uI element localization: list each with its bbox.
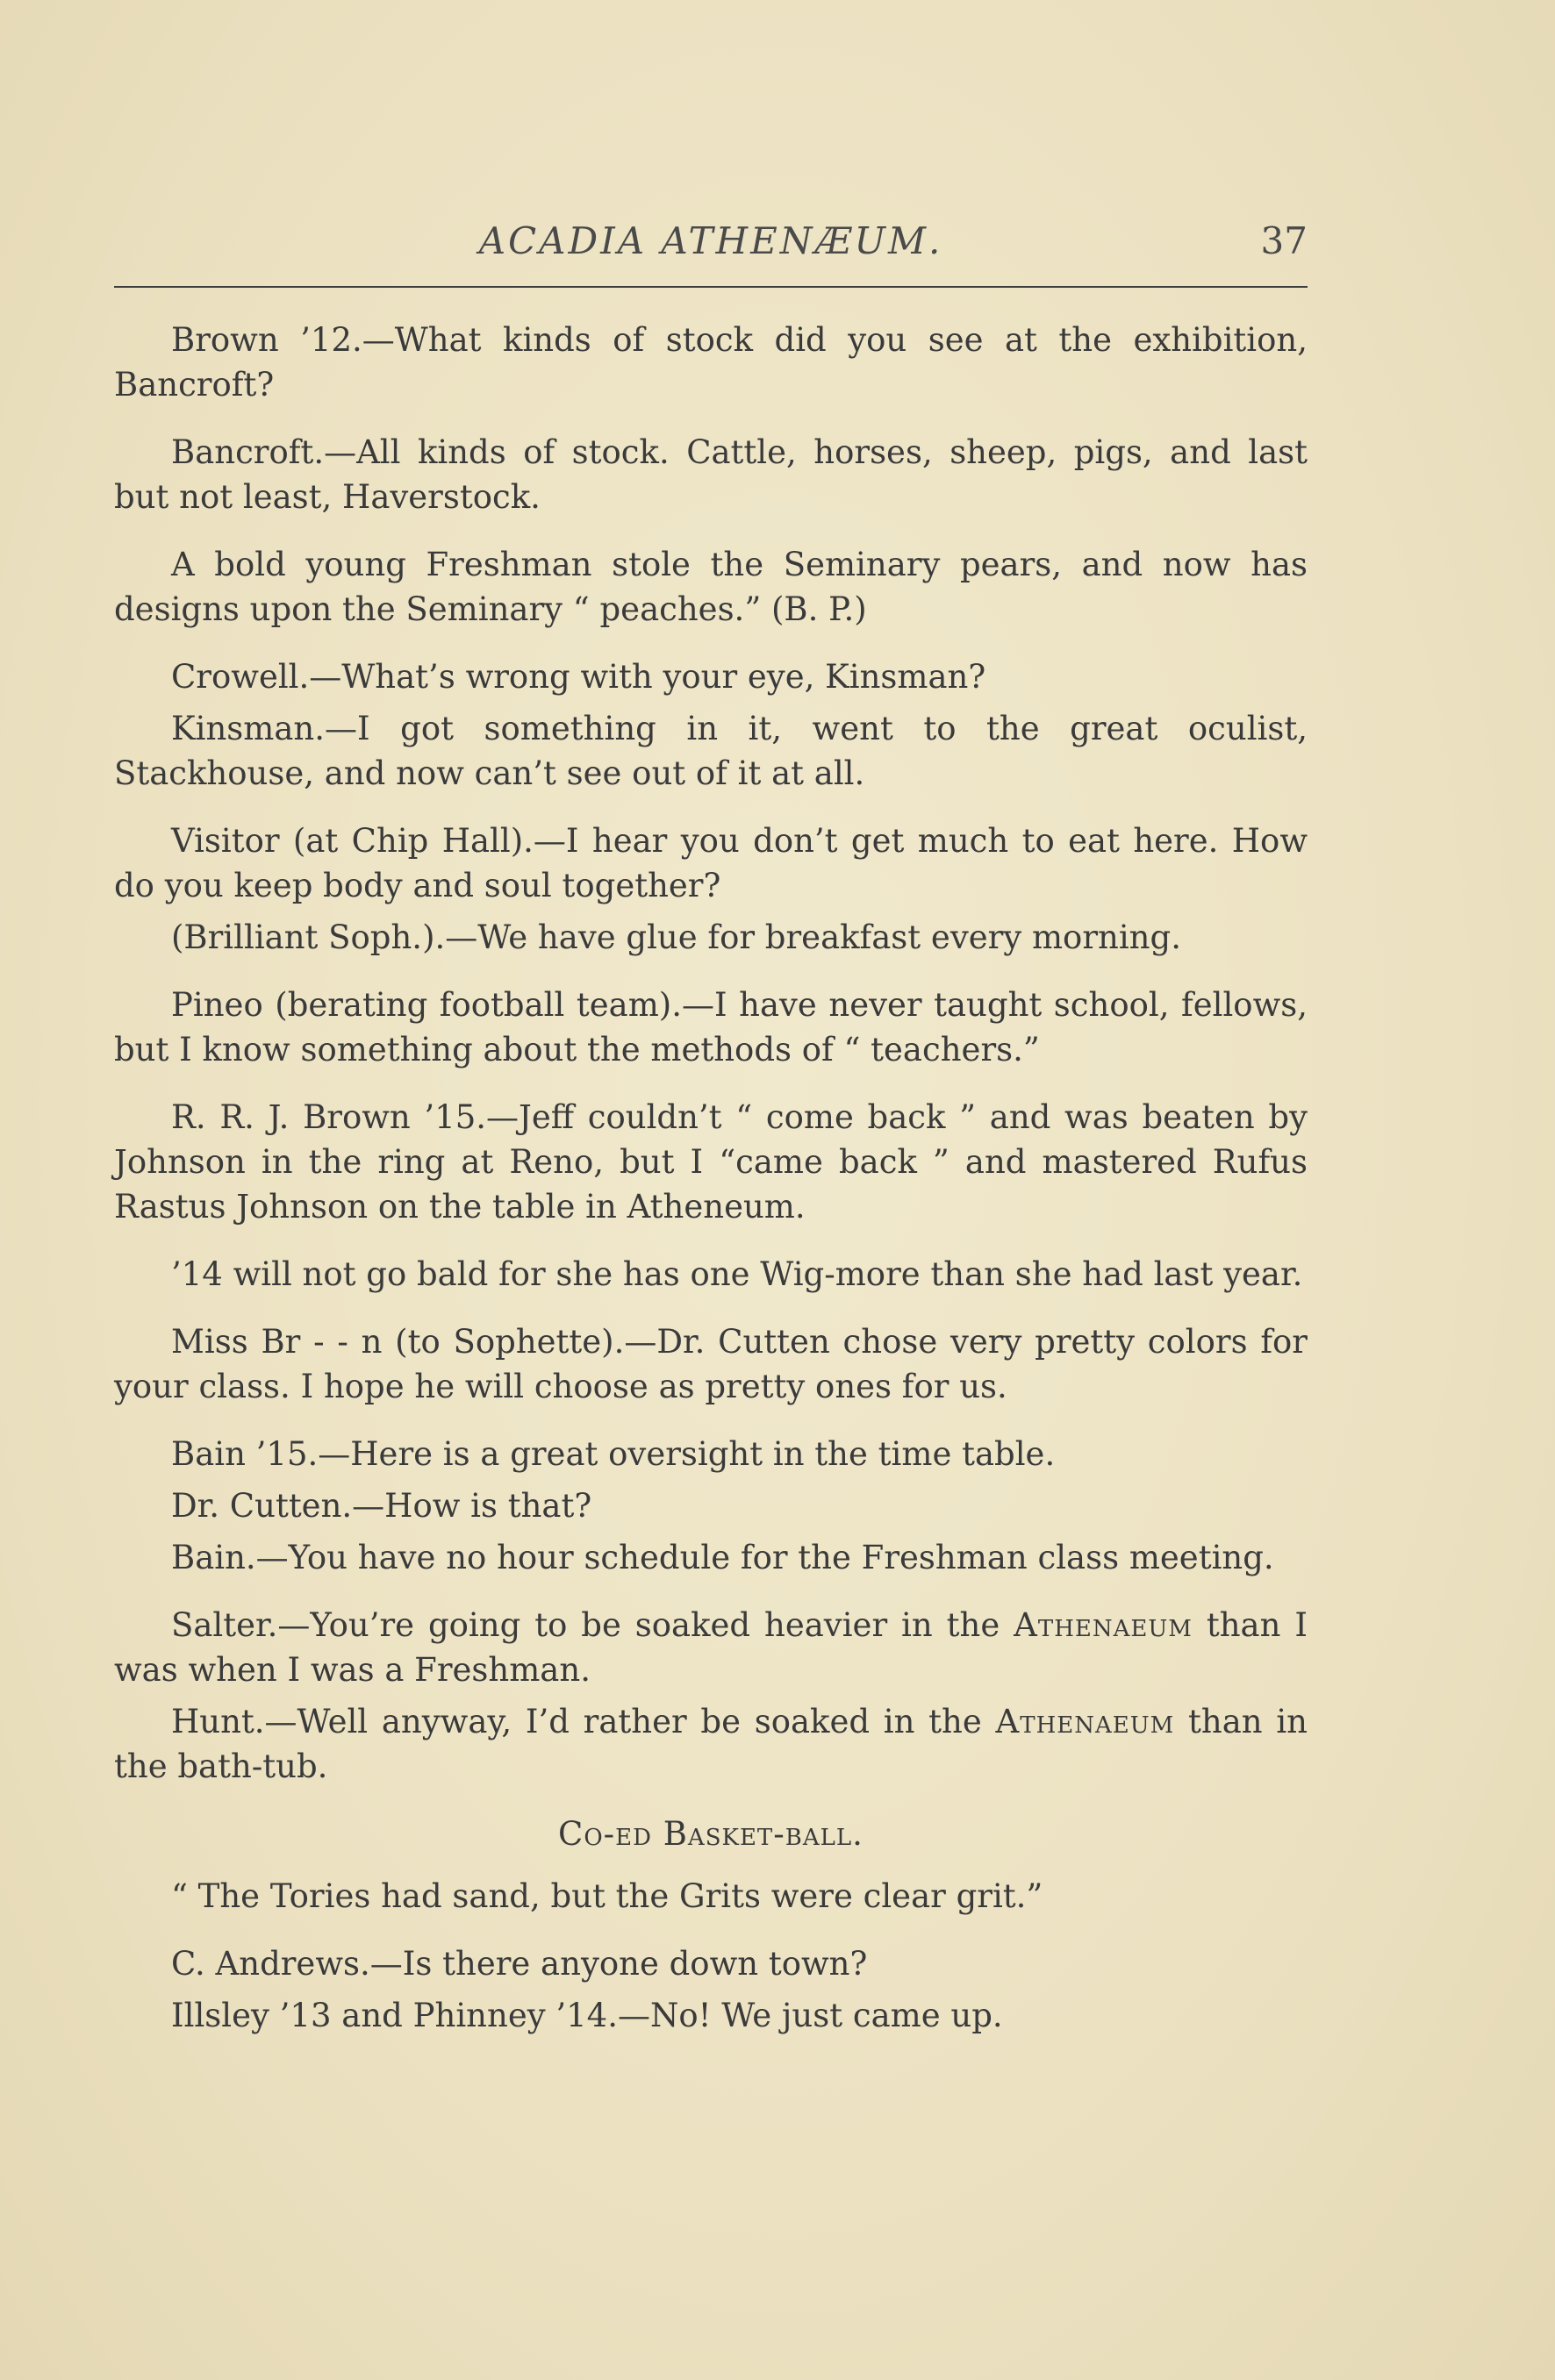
paragraph: Kinsman.—I got something in it, went to the great oculist, Stackhouse, and now can’t see out of it at all.	[114, 710, 1308, 792]
header-rule	[114, 286, 1308, 288]
paragraph: (Brilliant Soph.).—We have glue for breakfast every morning.	[171, 918, 1181, 956]
paragraph: Illsley ’13 and Phinney ’14.—No! We just came up.	[171, 1997, 1003, 2034]
running-header	[114, 219, 1308, 272]
text-run: Hunt.—Well anyway, I’d rather be soaked in the	[171, 1703, 996, 1740]
paragraph: C. Andrews.—Is there anyone down town?	[171, 1945, 868, 1983]
paragraph: Visitor (at Chip Hall).—I hear you don’t get much to eat here. How do you keep body and soul together?	[114, 822, 1308, 904]
paragraph: R. R. J. Brown ’15.—Jeff couldn’t “ come back ” and was beaten by Johnson in the ring at Reno, but I “came back ” and mastered Rufus Rastus Johnson on the table in Atheneum.	[114, 1098, 1308, 1226]
paragraph: Brown ’12.—What kinds of stock did you see at the exhibition, Bancroft?	[114, 321, 1308, 404]
paragraph: Bain.—You have no hour schedule for the Freshman class meeting.	[171, 1539, 1274, 1576]
paragraph: “ The Tories had sand, but the Grits were clear grit.”	[171, 1877, 1043, 1915]
paragraph: A bold young Freshman stole the Seminary pears, and now has designs upon the Seminary “ peaches.” (B. P.)	[114, 546, 1308, 628]
paragraph: Bain ’15.—Here is a great oversight in the time table.	[171, 1435, 1056, 1473]
paragraph: Crowell.—What’s wrong with your eye, Kinsman?	[171, 658, 986, 696]
section-heading: Co-ed Basket-ball.	[558, 1815, 863, 1853]
paragraph: Bancroft.—All kinds of stock. Cattle, horses, sheep, pigs, and last but not least, Haverstock.	[114, 433, 1308, 516]
paragraph-salter	[114, 1603, 1308, 1692]
paragraph: Pineo (berating football team).—I have never taught school, fellows, but I know something about the methods of “ teachers.”	[114, 986, 1308, 1068]
paragraph: Miss Br - - n (to Sophette).—Dr. Cutten chose very pretty colors for your class. I hope he will choose as pretty ones for us.	[114, 1323, 1308, 1405]
journal-name-caps: Athenaeum	[1014, 1606, 1193, 1644]
paragraph: Dr. Cutten.—How is that?	[171, 1487, 592, 1525]
text-run: than in the bath-tub.	[114, 1703, 1308, 1785]
journal-name-caps: Athenaeum	[995, 1703, 1175, 1740]
paragraph-hunt	[114, 1699, 1308, 1789]
journal-title: ACADIA ATHENÆUM.	[478, 219, 943, 262]
text-run: than I was when I was a Freshman.	[114, 1606, 1308, 1689]
page-number: 37	[1260, 219, 1308, 262]
paragraph: ’14 will not go bald for she has one Wig-more than she had last year.	[171, 1255, 1303, 1293]
article-body	[114, 318, 1308, 2061]
text-run: Salter.—You’re going to be soaked heavier in the	[171, 1606, 1014, 1644]
